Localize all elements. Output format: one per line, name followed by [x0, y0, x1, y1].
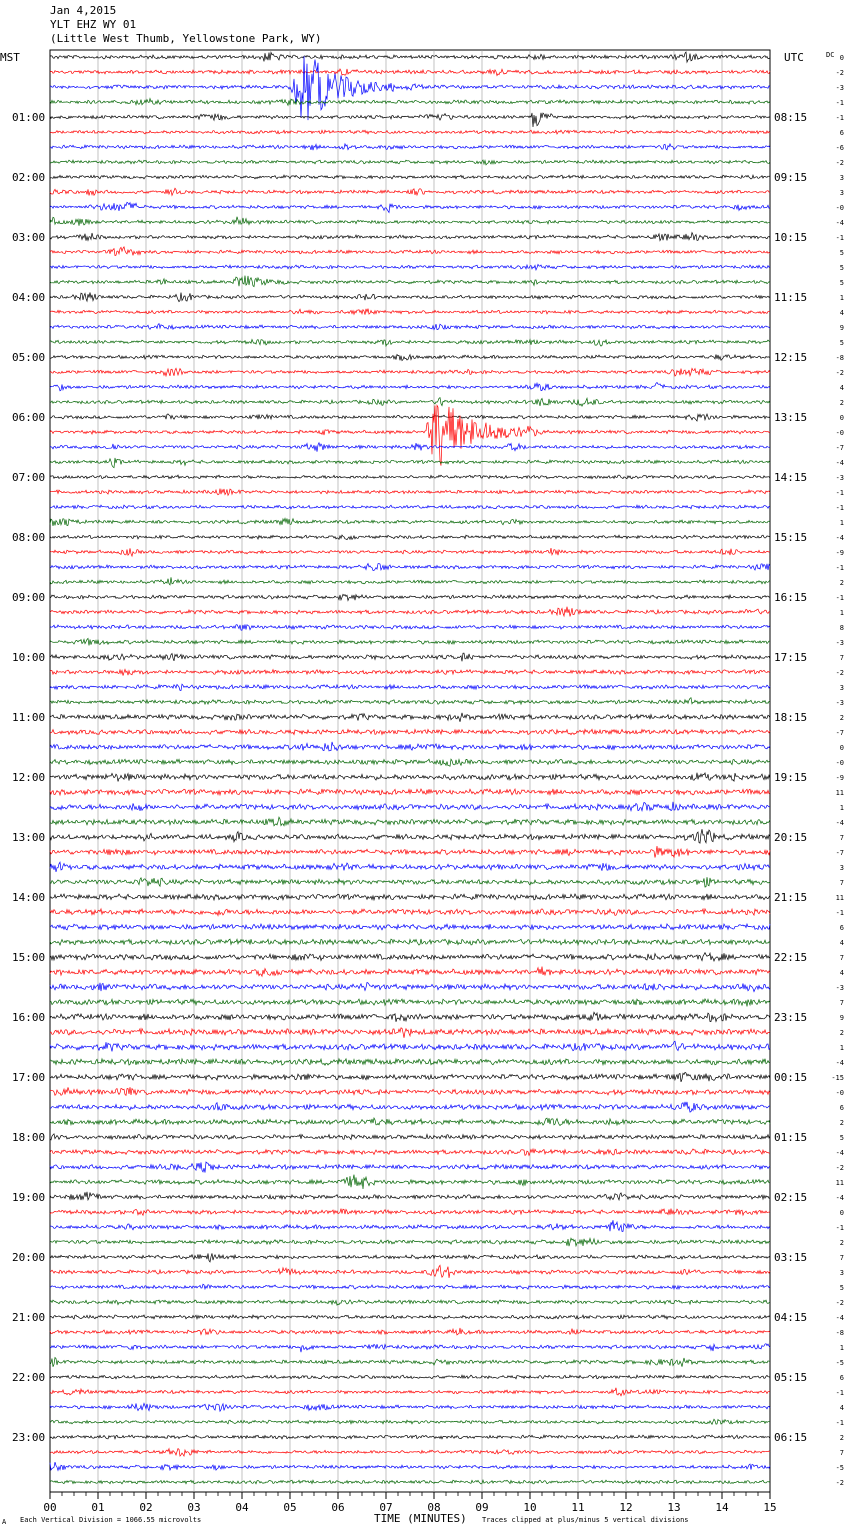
trace-line — [50, 846, 770, 858]
dc-offset-label: 2 — [839, 579, 844, 587]
utc-hour-label: 14:15 — [774, 471, 808, 484]
trace-line — [50, 383, 770, 391]
trace-line — [50, 188, 770, 195]
corner-mark: A — [2, 1518, 7, 1526]
dc-offset-label: 1 — [839, 1344, 844, 1352]
x-tick-label: 01 — [91, 1501, 105, 1514]
x-tick-label: 06 — [331, 1501, 345, 1514]
utc-hour-label: 17:15 — [774, 651, 808, 664]
trace-line — [50, 276, 770, 287]
mst-hour-label: 15:00 — [12, 951, 46, 964]
dc-offset-label: -1 — [835, 1419, 844, 1427]
trace-group — [50, 52, 770, 1484]
utc-hour-label: 15:15 — [774, 531, 808, 544]
dc-offset-label: -3 — [835, 699, 844, 707]
trace-line — [50, 684, 770, 690]
dc-offset-label: 5 — [839, 1284, 844, 1292]
dc-offset-label: 5 — [839, 279, 844, 287]
dc-offset-label: 11 — [835, 789, 844, 797]
dc-offset-label: 4 — [839, 384, 844, 392]
utc-hour-label: 02:15 — [774, 1191, 808, 1204]
dc-offset-label: -4 — [835, 1194, 844, 1202]
trace-line — [50, 1028, 770, 1038]
trace-line — [50, 1012, 770, 1022]
mst-hour-label: 04:00 — [12, 291, 46, 304]
x-tick-label: 11 — [571, 1501, 585, 1514]
dc-offset-label: 7 — [839, 999, 844, 1007]
trace-line — [50, 802, 770, 811]
x-tick-label: 09 — [475, 1501, 489, 1514]
dc-offset-label: -5 — [835, 1359, 844, 1367]
trace-line — [50, 69, 770, 76]
dc-offset-label: -2 — [835, 1299, 844, 1307]
trace-line — [50, 144, 770, 150]
trace-line — [50, 405, 770, 465]
trace-line — [50, 577, 770, 585]
trace-line — [50, 458, 770, 468]
dc-offset-label: 4 — [839, 969, 844, 977]
trace-line — [50, 877, 770, 887]
trace-line — [50, 1300, 770, 1305]
dc-offset-label: -2 — [835, 669, 844, 677]
trace-line — [50, 1059, 770, 1066]
trace-line — [50, 202, 770, 212]
trace-line — [50, 939, 770, 945]
mst-hour-label: 06:00 — [12, 411, 46, 424]
dc-column-label: DC — [826, 51, 835, 59]
trace-line — [50, 1118, 770, 1126]
dc-offset-label: -7 — [835, 729, 844, 737]
utc-hour-label: 01:15 — [774, 1131, 808, 1144]
x-tick-label: 15 — [763, 1501, 777, 1514]
mst-hour-label: 22:00 — [12, 1371, 46, 1384]
trace-line — [50, 340, 770, 347]
trace-line — [50, 789, 770, 795]
trace-line — [50, 564, 770, 571]
dc-offset-label: -0 — [835, 1089, 844, 1097]
trace-line — [50, 264, 770, 270]
dc-offset-label: 1 — [839, 1044, 844, 1052]
x-tick-label: 04 — [235, 1501, 249, 1514]
x-tick-label: 02 — [139, 1501, 153, 1514]
dc-offset-label: 5 — [839, 264, 844, 272]
dc-offset-label: 1 — [839, 609, 844, 617]
dc-offset-label: -4 — [835, 459, 844, 467]
trace-line — [50, 56, 770, 120]
trace-line — [50, 1253, 770, 1262]
dc-offset-label: 8 — [839, 624, 844, 632]
dc-offset-label: -2 — [835, 159, 844, 167]
dc-offset-label: 2 — [839, 1119, 844, 1127]
trace-line — [50, 175, 770, 179]
dc-offset-label: -2 — [835, 369, 844, 377]
dc-offset-label: 3 — [839, 1269, 844, 1277]
dc-offset-label: 1 — [839, 804, 844, 812]
dc-offset-label: -0 — [835, 204, 844, 212]
utc-hour-label: 12:15 — [774, 351, 808, 364]
x-tick-label: 00 — [43, 1501, 57, 1514]
mst-hour-label: 17:00 — [12, 1071, 46, 1084]
trace-line — [50, 999, 770, 1007]
dc-offset-label: 4 — [839, 1404, 844, 1412]
trace-line — [50, 1220, 770, 1231]
dc-offset-label: -4 — [835, 219, 844, 227]
mst-hour-label: 01:00 — [12, 111, 46, 124]
x-tick-label: 08 — [427, 1501, 441, 1514]
trace-line — [50, 309, 770, 315]
utc-hour-label: 11:15 — [774, 291, 808, 304]
trace-line — [50, 773, 770, 782]
mst-hour-label: 03:00 — [12, 231, 46, 244]
trace-line — [50, 293, 770, 302]
trace-line — [50, 1072, 770, 1082]
trace-line — [50, 729, 770, 734]
trace-line — [50, 1462, 770, 1470]
dc-offset-label: 5 — [839, 1134, 844, 1142]
plot-frame — [50, 50, 770, 1492]
trace-line — [50, 414, 770, 421]
trace-line — [50, 52, 770, 62]
trace-line — [50, 1209, 770, 1216]
dc-offset-label: 7 — [839, 879, 844, 887]
dc-offset-label: 7 — [839, 834, 844, 842]
trace-line — [50, 355, 770, 361]
trace-line — [50, 548, 770, 556]
dc-offset-label: 7 — [839, 954, 844, 962]
dc-offset-label: -1 — [835, 564, 844, 572]
dc-offset-label: 3 — [839, 174, 844, 182]
trace-line — [50, 489, 770, 496]
dc-offset-label: 1 — [839, 294, 844, 302]
dc-offset-label: 6 — [839, 1374, 844, 1382]
trace-line — [50, 505, 770, 509]
utc-hour-labels — [774, 111, 807, 1444]
trace-line — [50, 1344, 770, 1353]
dc-offset-label: -7 — [835, 444, 844, 452]
dc-offset-label: 6 — [839, 924, 844, 932]
trace-line — [50, 1284, 770, 1289]
mst-hour-label: 21:00 — [12, 1311, 46, 1324]
utc-hour-label: 00:15 — [774, 1071, 808, 1084]
trace-line — [50, 1192, 770, 1200]
dc-offset-label: 0 — [839, 54, 844, 62]
dc-offset-label: 4 — [839, 309, 844, 317]
trace-line — [50, 953, 770, 961]
utc-hour-label: 10:15 — [774, 231, 808, 244]
dc-offset-label: -2 — [835, 1479, 844, 1487]
trace-line — [50, 247, 770, 256]
trace-line — [50, 113, 770, 127]
x-axis-ticks — [43, 1492, 776, 1514]
dc-offset-label: 2 — [839, 1239, 844, 1247]
mst-hour-label: 08:00 — [12, 531, 46, 544]
utc-hour-label: 03:15 — [774, 1251, 808, 1264]
trace-line — [50, 1265, 770, 1278]
trace-line — [50, 1102, 770, 1112]
trace-line — [50, 669, 770, 675]
utc-hour-label: 23:15 — [774, 1011, 808, 1024]
trace-line — [50, 1134, 770, 1140]
mst-hour-label: 23:00 — [12, 1431, 46, 1444]
trace-line — [50, 518, 770, 526]
trace-line — [50, 967, 770, 977]
dc-offset-label: -4 — [835, 1314, 844, 1322]
dc-offset-label: -1 — [835, 489, 844, 497]
dc-offset-label: -1 — [835, 99, 844, 107]
trace-line — [50, 1358, 770, 1367]
dc-offset-label: -4 — [835, 1149, 844, 1157]
trace-line — [50, 625, 770, 631]
dc-offset-label: 2 — [839, 714, 844, 722]
mst-hour-label: 11:00 — [12, 711, 46, 724]
dc-offset-label: 7 — [839, 1449, 844, 1457]
utc-hour-label: 18:15 — [774, 711, 808, 724]
mst-hour-label: 16:00 — [12, 1011, 46, 1024]
trace-line — [50, 713, 770, 722]
trace-line — [50, 594, 770, 600]
dc-offset-label: 7 — [839, 654, 844, 662]
trace-line — [50, 130, 770, 134]
dc-offset-label: -9 — [835, 774, 844, 782]
dc-offset-label: 5 — [839, 339, 844, 347]
dc-offset-label: -3 — [835, 84, 844, 92]
trace-line — [50, 698, 770, 705]
trace-line — [50, 535, 770, 540]
trace-line — [50, 829, 770, 843]
dc-offset-label: 3 — [839, 864, 844, 872]
trace-line — [50, 638, 770, 645]
dc-offset-label: 0 — [839, 744, 844, 752]
utc-hour-label: 16:15 — [774, 591, 808, 604]
header-location: (Little West Thumb, Yellowstone Park, WY) — [50, 32, 322, 45]
mst-hour-label: 09:00 — [12, 591, 46, 604]
utc-axis-label: UTC — [784, 51, 804, 64]
utc-hour-label: 08:15 — [774, 111, 808, 124]
x-tick-label: 10 — [523, 1501, 537, 1514]
trace-line — [50, 653, 770, 661]
dc-offset-label: 6 — [839, 129, 844, 137]
utc-hour-label: 09:15 — [774, 171, 808, 184]
utc-hour-label: 04:15 — [774, 1311, 808, 1324]
trace-line — [50, 759, 770, 766]
utc-hour-label: 13:15 — [774, 411, 808, 424]
trace-line — [50, 217, 770, 226]
trace-line — [50, 817, 770, 826]
dc-offset-label: 5 — [839, 249, 844, 257]
dc-offset-label: -3 — [835, 474, 844, 482]
mst-hour-label: 19:00 — [12, 1191, 46, 1204]
trace-line — [50, 983, 770, 992]
mst-hour-labels — [12, 111, 45, 1444]
mst-hour-label: 10:00 — [12, 651, 46, 664]
mst-hour-label: 12:00 — [12, 771, 46, 784]
trace-line — [50, 894, 770, 900]
dc-offset-label: -3 — [835, 639, 844, 647]
header-station: YLT EHZ WY 01 — [50, 18, 137, 31]
dc-offset-label: -1 — [835, 594, 844, 602]
x-tick-label: 07 — [379, 1501, 393, 1514]
utc-hour-label: 05:15 — [774, 1371, 808, 1384]
trace-line — [50, 1175, 770, 1189]
dc-offset-label: 2 — [839, 399, 844, 407]
mst-hour-label: 18:00 — [12, 1131, 46, 1144]
trace-line — [50, 1419, 770, 1424]
dc-offset-label: 9 — [839, 324, 844, 332]
trace-line — [50, 324, 770, 330]
scale-note: Each Vertical Division = 1066.55 microvolts — [20, 1516, 202, 1524]
trace-line — [50, 160, 770, 165]
x-tick-label: 13 — [667, 1501, 681, 1514]
dc-offset-label: -15 — [831, 1074, 844, 1082]
trace-line — [50, 1388, 770, 1396]
dc-offset-label: -1 — [835, 1224, 844, 1232]
utc-hour-label: 20:15 — [774, 831, 808, 844]
x-tick-label: 05 — [283, 1501, 297, 1514]
trace-line — [50, 1315, 770, 1319]
dc-offset-label: -1 — [835, 1389, 844, 1397]
dc-offset-label: 3 — [839, 684, 844, 692]
dc-offset-label: 0 — [839, 1209, 844, 1217]
x-tick-label: 12 — [619, 1501, 633, 1514]
utc-hour-label: 21:15 — [774, 891, 808, 904]
dc-offset-label: -8 — [835, 354, 844, 362]
dc-offset-label: -0 — [835, 429, 844, 437]
trace-line — [50, 475, 770, 479]
dc-offset-label: -7 — [835, 849, 844, 857]
dc-offset-label: -4 — [835, 534, 844, 542]
dc-offset-label: 11 — [835, 894, 844, 902]
dc-offset-label: -4 — [835, 1059, 844, 1067]
utc-hour-label: 19:15 — [774, 771, 808, 784]
utc-hour-label: 06:15 — [774, 1431, 808, 1444]
trace-line — [50, 1375, 770, 1379]
dc-offset-label: -5 — [835, 1464, 844, 1472]
trace-line — [50, 1328, 770, 1335]
dc-offset-label: 6 — [839, 1104, 844, 1112]
trace-line — [50, 924, 770, 930]
dc-offset-label: 11 — [835, 1179, 844, 1187]
trace-line — [50, 1238, 770, 1246]
trace-line — [50, 1403, 770, 1411]
dc-offset-label: 0 — [839, 414, 844, 422]
dc-offset-label: 3 — [839, 189, 844, 197]
trace-line — [50, 1449, 770, 1456]
trace-line — [50, 1041, 770, 1051]
trace-line — [50, 368, 770, 376]
dc-offset-label: -6 — [835, 144, 844, 152]
dc-offset-label: -9 — [835, 549, 844, 557]
trace-line — [50, 909, 770, 916]
dc-offset-label: -1 — [835, 114, 844, 122]
mst-hour-label: 20:00 — [12, 1251, 46, 1264]
clip-note: Traces clipped at plus/minus 5 vertical divisions — [482, 1516, 689, 1524]
dc-offset-label: -2 — [835, 1164, 844, 1172]
x-tick-label: 03 — [187, 1501, 201, 1514]
header-date: Jan 4,2015 — [50, 4, 117, 17]
dc-offset-label: -0 — [835, 759, 844, 767]
trace-line — [50, 1149, 770, 1155]
trace-line — [50, 1162, 770, 1173]
dc-offset-label: 2 — [839, 1434, 844, 1442]
dc-offset-label: -1 — [835, 234, 844, 242]
trace-line — [50, 99, 770, 106]
dc-offset-label: -1 — [835, 909, 844, 917]
dc-offset-label: 4 — [839, 939, 844, 947]
dc-offset-label: 9 — [839, 1014, 844, 1022]
trace-line — [50, 742, 770, 751]
mst-hour-label: 02:00 — [12, 171, 46, 184]
dc-offset-label: 7 — [839, 1254, 844, 1262]
trace-line — [50, 862, 770, 872]
mst-hour-label: 14:00 — [12, 891, 46, 904]
mst-hour-label: 05:00 — [12, 351, 46, 364]
dc-offset-label: -2 — [835, 69, 844, 77]
mst-hour-label: 13:00 — [12, 831, 46, 844]
trace-line — [50, 233, 770, 241]
trace-line — [50, 607, 770, 617]
dc-offset-label: -4 — [835, 819, 844, 827]
dc-offset-label: -1 — [835, 504, 844, 512]
dc-offset-label: 1 — [839, 519, 844, 527]
mst-hour-label: 07:00 — [12, 471, 46, 484]
x-tick-label: 14 — [715, 1501, 729, 1514]
trace-line — [50, 1480, 770, 1484]
dc-offset-label: 2 — [839, 1029, 844, 1037]
dc-offset-label: -3 — [835, 984, 844, 992]
dc-offset-label: -8 — [835, 1329, 844, 1337]
utc-hour-label: 22:15 — [774, 951, 808, 964]
trace-line — [50, 1435, 770, 1439]
mst-axis-label: MST — [0, 51, 20, 64]
x-axis-title: TIME (MINUTES) — [374, 1512, 467, 1525]
trace-line — [50, 398, 770, 407]
trace-line — [50, 1087, 770, 1095]
dc-offset-labels — [831, 54, 844, 1487]
trace-line — [50, 443, 770, 452]
